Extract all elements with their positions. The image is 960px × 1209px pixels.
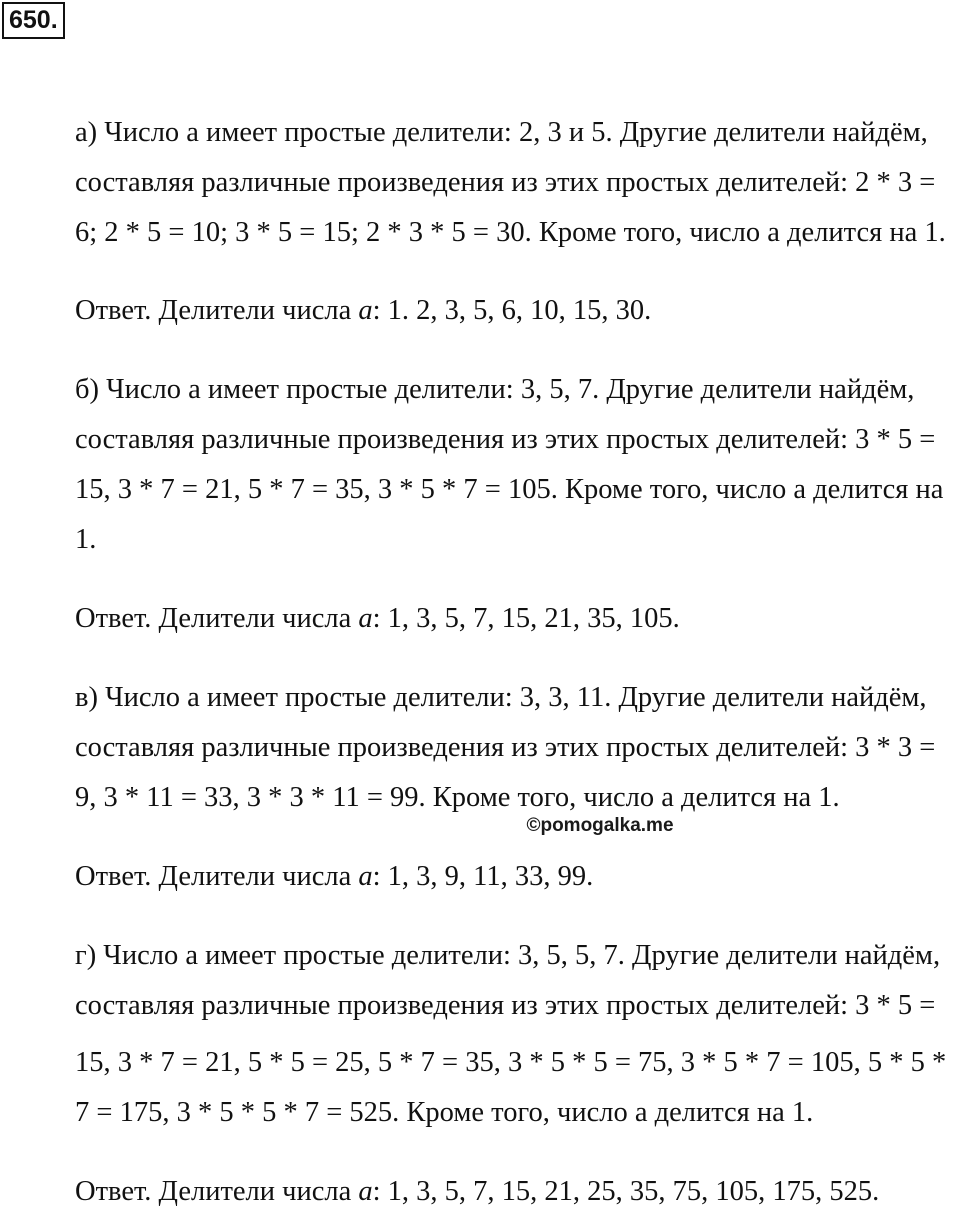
exercise-number: 650. bbox=[2, 2, 65, 39]
part-d-line-3: 15, 3 * 7 = 21, 5 * 5 = 25, 5 * 7 = 35, 3 * 5 * 5 = 75, 3 * 5 * 7 = 105, 5 * 5 * bbox=[75, 1047, 947, 1078]
part-b-line-3: 15, 3 * 7 = 21, 5 * 7 = 35, 3 * 5 * 7 = 105. Кроме того, число а делится на bbox=[75, 474, 944, 505]
part-a-line-2: составляя различные произведения из этих простых делителей: 2 * 3 = bbox=[75, 167, 936, 198]
part-b-line-4: 1. bbox=[75, 524, 97, 555]
part-d-line-4: 7 = 175, 3 * 5 * 5 * 7 = 525. Кроме того, число а делится на 1. bbox=[75, 1097, 814, 1128]
part-a-line-1: а) Число а имеет простые делители: 2, 3 и 5. Другие делители найдём, bbox=[75, 117, 928, 148]
watermark: ©pomogalka.me bbox=[526, 815, 674, 836]
part-d-line-2: составляя различные произведения из этих простых делителей: 3 * 5 = bbox=[75, 990, 936, 1021]
part-c-answer: Ответ. Делители числа a: 1, 3, 9, 11, 33, 99. bbox=[75, 861, 594, 892]
part-c-line-1: в) Число а имеет простые делители: 3, 3, 11. Другие делители найдём, bbox=[75, 682, 927, 713]
part-b-line-2: составляя различные произведения из этих простых делителей: 3 * 5 = bbox=[75, 424, 936, 455]
part-c-line-2: составляя различные произведения из этих простых делителей: 3 * 3 = bbox=[75, 732, 936, 763]
part-b-line-1: б) Число а имеет простые делители: 3, 5, 7. Другие делители найдём, bbox=[75, 374, 915, 405]
part-b-answer: Ответ. Делители числа a: 1, 3, 5, 7, 15, 21, 35, 105. bbox=[75, 603, 680, 634]
part-a-answer: Ответ. Делители числа a: 1. 2, 3, 5, 6, 10, 15, 30. bbox=[75, 295, 652, 326]
part-a-line-3: 6; 2 * 5 = 10; 3 * 5 = 15; 2 * 3 * 5 = 30. Кроме того, число а делится на 1. bbox=[75, 217, 946, 248]
part-c-line-3: 9, 3 * 11 = 33, 3 * 3 * 11 = 99. Кроме того, число а делится на 1. bbox=[75, 782, 840, 813]
part-d-answer: Ответ. Делители числа a: 1, 3, 5, 7, 15, 21, 25, 35, 75, 105, 175, 525. bbox=[75, 1176, 880, 1207]
part-d-line-1: г) Число а имеет простые делители: 3, 5, 5, 7. Другие делители найдём, bbox=[75, 940, 941, 971]
